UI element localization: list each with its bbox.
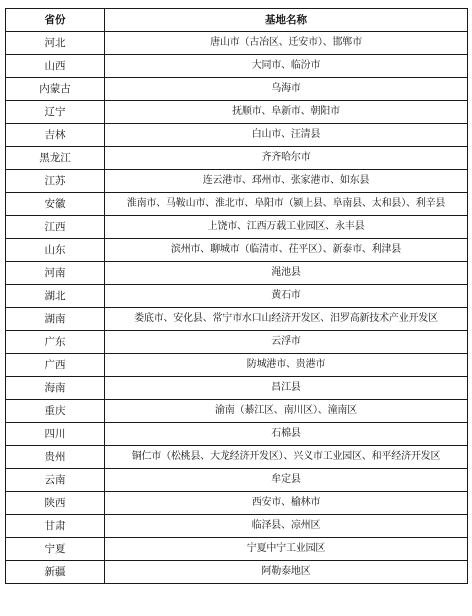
table-row bbox=[6, 423, 468, 446]
base-name-cell: 乌海市 bbox=[105, 78, 468, 101]
base-name-cell: 黄石市 bbox=[105, 285, 468, 308]
province-cell: 江苏 bbox=[6, 170, 105, 193]
province-cell: 广东 bbox=[6, 331, 105, 354]
province-cell: 宁夏 bbox=[6, 538, 105, 561]
header-base-name: 基地名称 bbox=[105, 9, 468, 32]
province-cell: 湖北 bbox=[6, 285, 105, 308]
province-cell: 辽宁 bbox=[6, 101, 105, 124]
province-cell: 广西 bbox=[6, 354, 105, 377]
table-row bbox=[6, 354, 468, 377]
base-name-cell: 娄底市、安化县、常宁市水口山经济开发区、汨罗高新技术产业开发区 bbox=[105, 308, 468, 331]
base-name-cell: 上饶市、江西万载工业园区、永丰县 bbox=[105, 216, 468, 239]
base-name-cell: 临泽县、凉州区 bbox=[105, 515, 468, 538]
table-row bbox=[6, 469, 468, 492]
table-row bbox=[6, 193, 468, 216]
table-row bbox=[6, 285, 468, 308]
table-row bbox=[6, 308, 468, 331]
base-name-cell: 大同市、临汾市 bbox=[105, 55, 468, 78]
province-cell: 甘肃 bbox=[6, 515, 105, 538]
province-cell: 四川 bbox=[6, 423, 105, 446]
table-row bbox=[6, 515, 468, 538]
table-row bbox=[6, 32, 468, 55]
base-name-cell: 白山市、汪清县 bbox=[105, 124, 468, 147]
province-cell: 吉林 bbox=[6, 124, 105, 147]
province-cell: 江西 bbox=[6, 216, 105, 239]
province-cell: 湖南 bbox=[6, 308, 105, 331]
province-cell: 重庆 bbox=[6, 400, 105, 423]
table-row bbox=[6, 170, 468, 193]
base-name-cell: 牟定县 bbox=[105, 469, 468, 492]
base-name-cell: 云浮市 bbox=[105, 331, 468, 354]
base-name-cell: 渑池县 bbox=[105, 262, 468, 285]
base-name-cell: 昌江县 bbox=[105, 377, 468, 400]
table-row bbox=[6, 400, 468, 423]
table-row bbox=[6, 55, 468, 78]
province-cell: 河北 bbox=[6, 32, 105, 55]
base-name-cell: 渝南（綦江区、南川区）、潼南区 bbox=[105, 400, 468, 423]
base-name-cell: 石棉县 bbox=[105, 423, 468, 446]
province-cell: 黑龙江 bbox=[6, 147, 105, 170]
table-row bbox=[6, 239, 468, 262]
table-row bbox=[6, 216, 468, 239]
base-name-cell: 防城港市、贵港市 bbox=[105, 354, 468, 377]
base-name-cell: 滨州市、聊城市（临清市、茌平区）、新泰市、利津县 bbox=[105, 239, 468, 262]
table-row bbox=[6, 561, 468, 584]
province-cell: 贵州 bbox=[6, 446, 105, 469]
table-body bbox=[6, 32, 468, 584]
province-cell: 河南 bbox=[6, 262, 105, 285]
base-name-cell: 齐齐哈尔市 bbox=[105, 147, 468, 170]
table-row bbox=[6, 538, 468, 561]
base-name-cell: 宁夏中宁工业园区 bbox=[105, 538, 468, 561]
base-name-cell: 西安市、榆林市 bbox=[105, 492, 468, 515]
province-cell: 内蒙古 bbox=[6, 78, 105, 101]
base-name-cell: 连云港市、邳州市、张家港市、如东县 bbox=[105, 170, 468, 193]
base-name-cell: 抚顺市、阜新市、朝阳市 bbox=[105, 101, 468, 124]
base-table bbox=[5, 8, 468, 584]
table-row bbox=[6, 262, 468, 285]
province-cell: 安徽 bbox=[6, 193, 105, 216]
table-header-row bbox=[6, 9, 468, 32]
base-name-cell: 淮南市、马鞍山市、淮北市、阜阳市（颍上县、阜南县、太和县）、利辛县 bbox=[105, 193, 468, 216]
base-name-cell: 唐山市（古冶区、迁安市）、邯郸市 bbox=[105, 32, 468, 55]
table-row bbox=[6, 446, 468, 469]
table-row bbox=[6, 377, 468, 400]
table-row bbox=[6, 331, 468, 354]
province-cell: 云南 bbox=[6, 469, 105, 492]
table-row bbox=[6, 101, 468, 124]
table-row bbox=[6, 124, 468, 147]
province-cell: 海南 bbox=[6, 377, 105, 400]
header-province: 省份 bbox=[6, 9, 105, 32]
province-cell: 新疆 bbox=[6, 561, 105, 584]
table-row bbox=[6, 492, 468, 515]
table-row bbox=[6, 147, 468, 170]
province-cell: 陕西 bbox=[6, 492, 105, 515]
province-cell: 山西 bbox=[6, 55, 105, 78]
table-row bbox=[6, 78, 468, 101]
base-name-cell: 铜仁市（松桃县、大龙经济开发区）、兴义市工业园区、和平经济开发区 bbox=[105, 446, 468, 469]
province-cell: 山东 bbox=[6, 239, 105, 262]
base-name-cell: 阿勒泰地区 bbox=[105, 561, 468, 584]
